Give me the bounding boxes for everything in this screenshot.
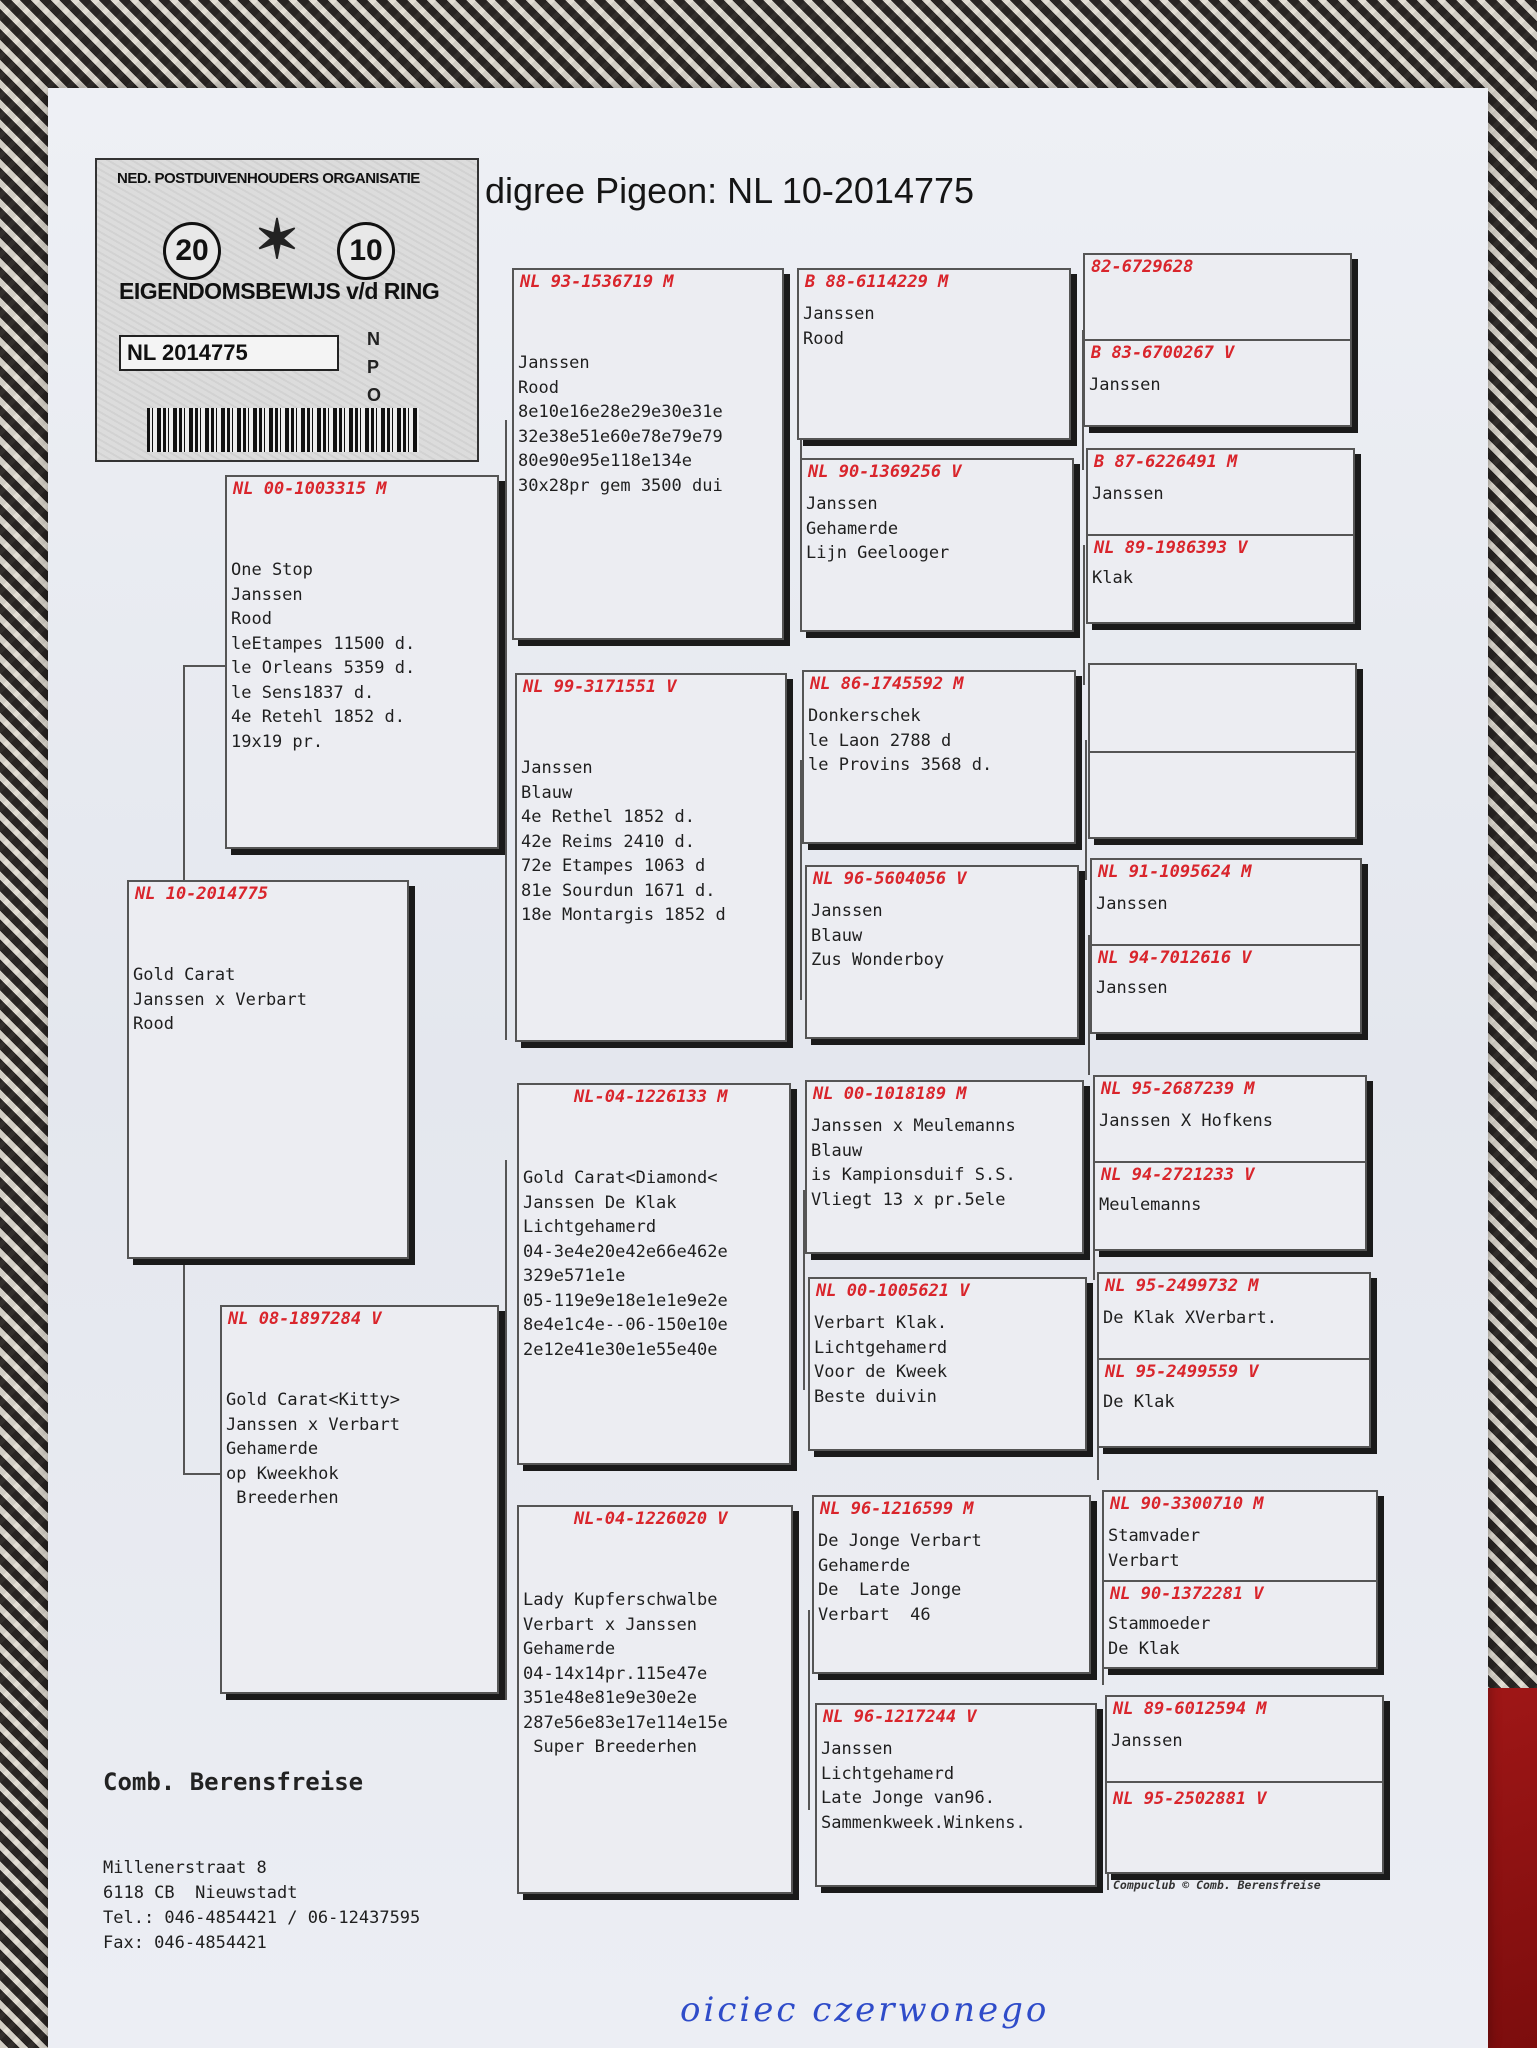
- pigeon-box-gen5-1: [1083, 253, 1352, 427]
- pigeon-details: Janssen Rood 8e10e16e28e29e30e31e 32e38e51e60e78e79e79 80e90e95e118e134e 30x28pr gem 3500 dui: [518, 353, 723, 496]
- ring-number: NL 00-1005621 V: [816, 1281, 970, 1301]
- pigeon-details: Janssen: [1096, 894, 1168, 914]
- pigeon-details: Verbart Klak. Lichtgehamerd Voor de Kweek Beste duivin: [814, 1313, 948, 1407]
- pigeon-box-gen3-4: [517, 1505, 793, 1894]
- pigeon-box-gen5-5: [1093, 1075, 1367, 1251]
- pigeon-details: Janssen: [1096, 978, 1168, 998]
- pigeon-box-gen3-1: [512, 268, 784, 640]
- pigeon-box-gen5-3: [1088, 663, 1357, 839]
- pigeon-box-gen4-6: [808, 1277, 1087, 1451]
- pigeon-details: Klak: [1092, 568, 1133, 588]
- pigeon-box-gen5-2: [1086, 448, 1355, 624]
- ring-number: NL 00-1003315 M: [233, 479, 387, 499]
- ring-card-title: EIGENDOMSBEWIJS v/d RING: [119, 278, 440, 304]
- pigeon-box-gen4-8: [815, 1703, 1097, 1887]
- page-title: digree Pigeon: NL 10-2014775: [485, 170, 975, 211]
- pigeon-box-gen4-5: [805, 1080, 1084, 1254]
- software-credit: Compuclub © Comb. Berensfreise: [1113, 1878, 1321, 1892]
- ring-number: NL 89-1986393 V: [1094, 538, 1248, 558]
- pigeon-details: Janssen: [1111, 1731, 1183, 1751]
- connector-line: [183, 665, 185, 880]
- pigeon-box-gen5-6: [1097, 1272, 1371, 1448]
- pigeon-details: Janssen Gehamerde Lijn Geelooger: [806, 494, 950, 563]
- ring-number: NL 00-1018189 M: [813, 1084, 967, 1104]
- ring-number: NL 10-2014775: [135, 884, 269, 904]
- pigeon-details: De Klak XVerbart.: [1103, 1308, 1277, 1328]
- pigeon-details: One Stop Janssen Rood leEtampes 11500 d. le Orleans 5359 d. le Sens1837 d. 4e Retehl 1852 d. 19x19 pr.: [231, 560, 416, 752]
- ring-year-left: 20: [163, 222, 221, 280]
- ring-number: NL 95-2502881 V: [1113, 1789, 1267, 1809]
- pigeon-details: Janssen x Meulemanns Blauw is Kampionsduif S.S. Vliegt 13 x pr.5ele: [811, 1116, 1016, 1210]
- pigeon-details: Gold Carat Janssen x Verbart Rood: [133, 965, 307, 1034]
- handwritten-note: oiciec czerwonego: [680, 1990, 1050, 2030]
- ring-number: NL 89-6012594 M: [1113, 1699, 1267, 1719]
- pigeon-box-gen5-8: [1105, 1695, 1384, 1874]
- connector-line: [505, 1160, 507, 1700]
- ring-number: NL 94-7012616 V: [1098, 948, 1252, 968]
- pigeon-box-gen4-1: [797, 268, 1071, 440]
- ring-number: NL 95-2499559 V: [1105, 1362, 1259, 1382]
- pigeon-details: Gold Carat<Diamond< Janssen De Klak Lichtgehamerd 04-3e4e20e42e66e462e 329e571e1e 05-119e9e18e1e1e9e2e 8e4e1c4e--06-150e10e 2e12e41e30e1e55e40e: [523, 1168, 728, 1360]
- pigeon-details: Janssen: [1089, 375, 1161, 395]
- pigeon-details: Janssen Blauw 4e Rethel 1852 d. 42e Reims 2410 d. 72e Etampes 1063 d 81e Sourdun 1671 d. 18e Montargis 1852 d: [521, 758, 726, 925]
- pigeon-details: Janssen Lichtgehamerd Late Jonge van96. Sammenkweek.Winkens.: [821, 1739, 1026, 1833]
- ring-number: NL-04-1226133 M: [574, 1087, 728, 1107]
- pigeon-details: Lady Kupferschwalbe Verbart x Janssen Gehamerde 04-14x14pr.115e47e 351e48e81e9e30e2e 287e56e83e17e114e15e Super Breederhen: [523, 1590, 728, 1757]
- pigeon-details: Janssen: [1092, 484, 1164, 504]
- pigeon-box-dam: [220, 1305, 499, 1694]
- pigeon-box-sire: [225, 475, 499, 849]
- pigeon-box-gen3-2: [515, 673, 787, 1042]
- pigeon-box-gen4-4: [805, 865, 1079, 1039]
- ring-letters: N P O: [367, 329, 382, 405]
- barcode: [147, 408, 419, 452]
- connector-line: [183, 1255, 185, 1473]
- ring-number: NL 94-2721233 V: [1101, 1165, 1255, 1185]
- ring-year-right: 10: [337, 222, 395, 280]
- pigeon-box-gen5-7: [1102, 1490, 1378, 1669]
- ring-number: NL 93-1536719 M: [520, 272, 674, 292]
- pigeon-details: Gold Carat<Kitty> Janssen x Verbart Gehamerde op Kweekhok Breederhen: [226, 1390, 400, 1508]
- ring-number: B 83-6700267 V: [1091, 343, 1235, 363]
- pigeon-details: Donkerschek le Laon 2788 d le Provins 3568 d.: [808, 706, 993, 775]
- connector-line: [1085, 740, 1087, 880]
- ring-organisation: NED. POSTDUIVENHOUDERS ORGANISATIE: [117, 170, 420, 187]
- pigeon-details: Stamvader Verbart: [1108, 1526, 1201, 1571]
- ring-number: B 87-6226491 M: [1094, 452, 1238, 472]
- ring-number: NL 99-3171551 V: [523, 677, 677, 697]
- ring-number: NL-04-1226020 V: [574, 1509, 728, 1529]
- connector-line: [1083, 545, 1085, 685]
- pigeon-box-gen4-7: [812, 1495, 1091, 1674]
- ring-number: NL 95-2499732 M: [1105, 1276, 1259, 1296]
- ring-number: NL 90-1369256 V: [808, 462, 962, 482]
- pigeon-box-gen4-2: [800, 458, 1074, 632]
- ring-number: NL 90-3300710 M: [1110, 1494, 1264, 1514]
- ring-number: NL 2014775: [119, 335, 339, 371]
- pigeon-details: Janssen X Hofkens: [1099, 1111, 1273, 1131]
- pigeon-box-gen5-4: [1090, 858, 1362, 1034]
- ring-number: NL 95-2687239 M: [1101, 1079, 1255, 1099]
- pigeon-box-subject: [127, 880, 409, 1259]
- ring-number: NL 96-5604056 V: [813, 869, 967, 889]
- ring-ownership-card: [95, 158, 479, 462]
- breeder-name: Comb. Berensfreise: [103, 1768, 364, 1796]
- ring-number: NL 91-1095624 M: [1098, 862, 1252, 882]
- pigeon-details: De Jonge Verbart Gehamerde De Late Jonge Verbart 46: [818, 1531, 982, 1625]
- ring-number: 82-6729628: [1091, 257, 1194, 277]
- connector-line: [808, 1610, 810, 1810]
- pigeon-box-gen3-3: [517, 1083, 791, 1465]
- ring-number: NL 86-1745592 M: [810, 674, 964, 694]
- pigeon-details: Stammoeder De Klak: [1108, 1614, 1211, 1659]
- connector-line: [183, 665, 225, 667]
- ring-number: NL 08-1897284 V: [228, 1309, 382, 1329]
- pigeon-details: Meulemanns: [1099, 1195, 1202, 1215]
- ring-number: NL 96-1216599 M: [820, 1499, 974, 1519]
- ring-number: NL 90-1372281 V: [1110, 1584, 1264, 1604]
- ring-number: NL 96-1217244 V: [823, 1707, 977, 1727]
- breeder-address: Millenerstraat 8 6118 CB Nieuwstadt Tel.: 046-4854421 / 06-12437595 Fax: 046-4854421: [103, 1858, 421, 1953]
- pigeon-logo-icon: ✶: [254, 210, 300, 270]
- connector-line: [183, 1473, 225, 1475]
- pigeon-box-gen4-3: [802, 670, 1076, 844]
- pigeon-details: De Klak: [1103, 1392, 1175, 1412]
- connector-line: [505, 420, 507, 1040]
- pigeon-details: Janssen Rood: [803, 304, 875, 349]
- ring-number: B 88-6114229 M: [805, 272, 949, 292]
- pigeon-details: Janssen Blauw Zus Wonderboy: [811, 901, 945, 970]
